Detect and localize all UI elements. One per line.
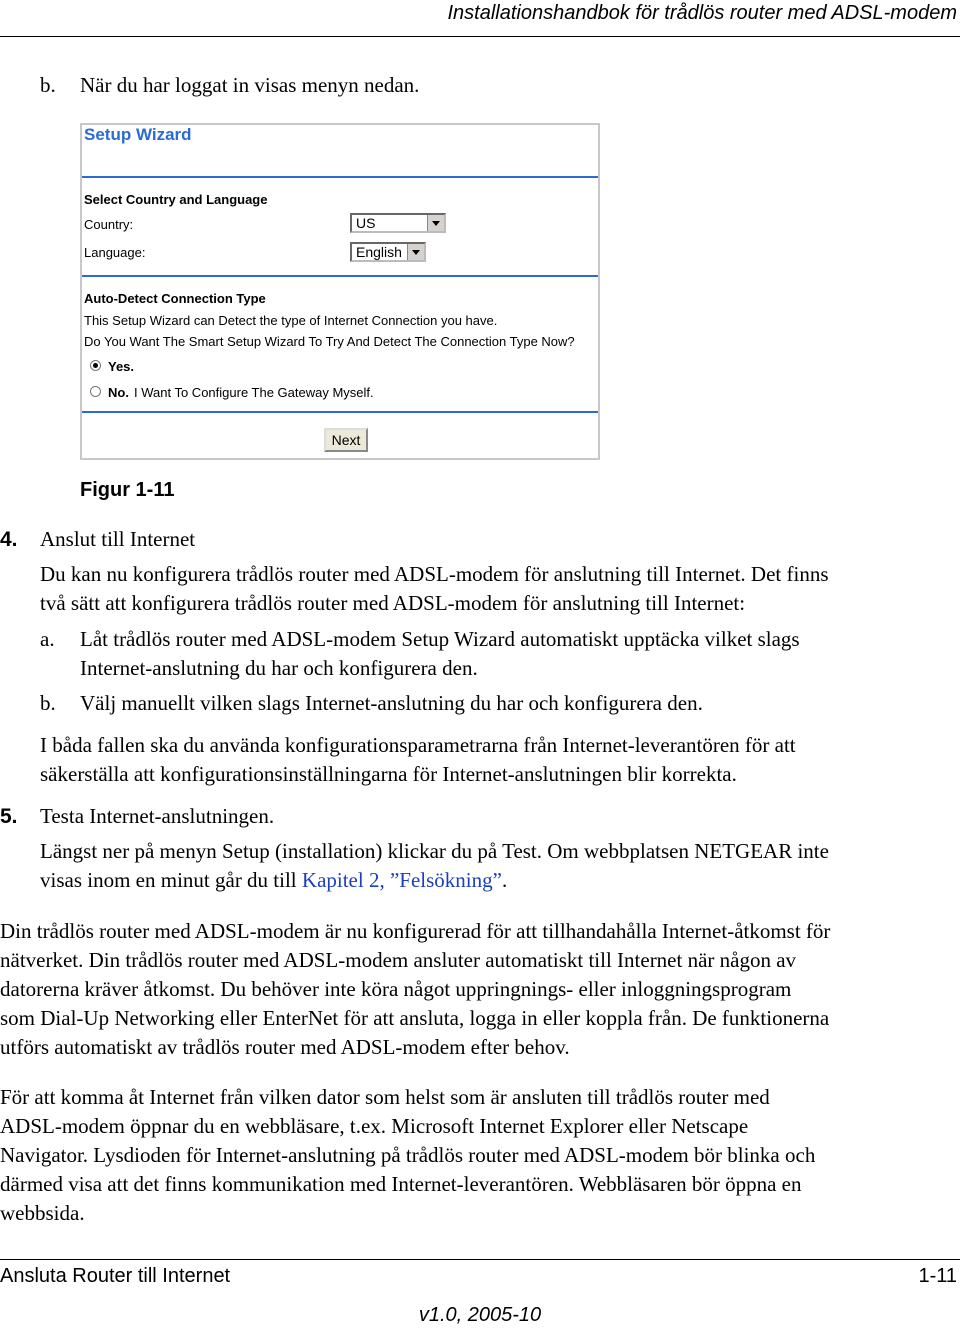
auto-detect-question: Do You Want The Smart Setup Wizard To Try And Detect The Connection Type Now? <box>84 334 575 349</box>
section-country-language: Select Country and Language <box>84 192 268 207</box>
footer-version: v1.0, 2005-10 <box>418 1304 542 1326</box>
intro-text: När du har loggat in visas menyn nedan. <box>80 73 420 97</box>
section-auto-detect: Auto-Detect Connection Type <box>84 291 266 306</box>
figure-caption: Figur 1-11 <box>80 479 175 501</box>
step5-text: visas inom en minut går du till <box>40 868 302 892</box>
paragraph-line: därmed visa att det finns kommunikation med Internet-leverantören. Webbläsaren bör öppna en <box>0 1172 802 1196</box>
footer-divider <box>0 1259 960 1260</box>
no-label: No. <box>108 385 129 400</box>
next-button[interactable]: Next <box>324 428 368 452</box>
option-a-line: Internet-anslutning du har och konfigurera den. <box>80 656 478 680</box>
step5-paragraph-line: Längst ner på menyn Setup (installation) klickar du på Test. Om webbplatsen NETGEAR inte <box>40 839 829 863</box>
chapter-2-link[interactable]: Kapitel 2, ”Felsökning” <box>301 868 502 892</box>
option-b-line: Välj manuellt vilken slags Internet-anslutning du har och konfigurera den. <box>80 691 703 715</box>
step5-text-end: . <box>501 868 508 892</box>
step5-number: 5. <box>0 805 18 828</box>
divider <box>82 176 598 178</box>
no-description: I Want To Configure The Gateway Myself. <box>134 385 374 400</box>
chevron-down-icon <box>407 244 424 260</box>
country-label: Country: <box>84 217 134 232</box>
paragraph-line: webbsida. <box>0 1201 85 1225</box>
step4-paragraph-line: Du kan nu konfigurera trådlös router med ADSL-modem för anslutning till Internet. Det finns <box>40 562 829 586</box>
paragraph-line: Navigator. Lysdioden för Internet-anslutning på trådlös router med ADSL-modem bör blinka och <box>0 1143 816 1167</box>
paragraph-line: datorerna kräver åtkomst. Du behöver inte köra något uppringnings- eller inloggningsprogram <box>0 977 792 1001</box>
page-number: 1-11 <box>918 1265 957 1287</box>
paragraph-line: Din trådlös router med ADSL-modem är nu konfigurerad för att tillhandahålla Internet-åtkomst för <box>0 919 831 943</box>
option-b-marker: b. <box>40 691 56 715</box>
language-select[interactable] <box>350 242 426 262</box>
setup-wizard-screenshot <box>80 123 600 460</box>
intro-marker: b. <box>40 73 56 97</box>
wizard-title: Setup Wizard <box>84 125 192 144</box>
step4-paragraph-line: två sätt att konfigurera trådlös router med ADSL-modem för anslutning till Internet: <box>40 591 746 615</box>
yes-label: Yes. <box>108 359 135 374</box>
no-radio[interactable] <box>90 386 101 397</box>
paragraph-line: utförs automatiskt av trådlös router med ADSL-modem efter behov. <box>0 1035 570 1059</box>
paragraph-line: ADSL-modem öppnar du en webbläsare, t.ex. Microsoft Internet Explorer eller Netscape <box>0 1114 749 1138</box>
country-value: US <box>356 215 376 231</box>
footer-chapter: Ansluta Router till Internet <box>0 1265 231 1287</box>
step5-paragraph-line <box>40 866 507 895</box>
paragraph-line: som Dial-Up Networking eller EnterNet för att ansluta, logga in eller koppla från. De funktionerna <box>0 1006 830 1030</box>
paragraph-line: För att komma åt Internet från vilken dator som helst som är ansluten till trådlös router med <box>0 1085 770 1109</box>
step4-number: 4. <box>0 528 18 551</box>
step4-note-line: I båda fallen ska du använda konfigurationsparametrarna från Internet-leverantören för att <box>40 733 796 757</box>
chevron-down-icon <box>427 215 444 231</box>
paragraph-line: nätverket. Din trådlös router med ADSL-modem ansluter automatiskt till Internet när någon av <box>0 948 797 972</box>
language-label: Language: <box>84 245 146 260</box>
divider <box>82 411 598 413</box>
step5-title: Testa Internet-anslutningen. <box>40 804 275 828</box>
auto-detect-description: This Setup Wizard can Detect the type of Internet Connection you have. <box>84 313 498 328</box>
country-select[interactable] <box>350 213 446 233</box>
divider <box>82 275 598 277</box>
yes-radio[interactable] <box>90 360 101 371</box>
page-header <box>0 0 960 37</box>
language-value: English <box>356 244 402 260</box>
step4-note-line: säkerställa att konfigurationsinställningarna för Internet-anslutningen blir korrekta. <box>40 762 737 786</box>
option-a-marker: a. <box>40 627 55 651</box>
header-title: Installationshandbok för trådlös router med ADSL-modem <box>447 2 957 24</box>
step4-title: Anslut till Internet <box>40 527 196 551</box>
option-a-line: Låt trådlös router med ADSL-modem Setup Wizard automatiskt upptäcka vilket slags <box>80 627 800 651</box>
